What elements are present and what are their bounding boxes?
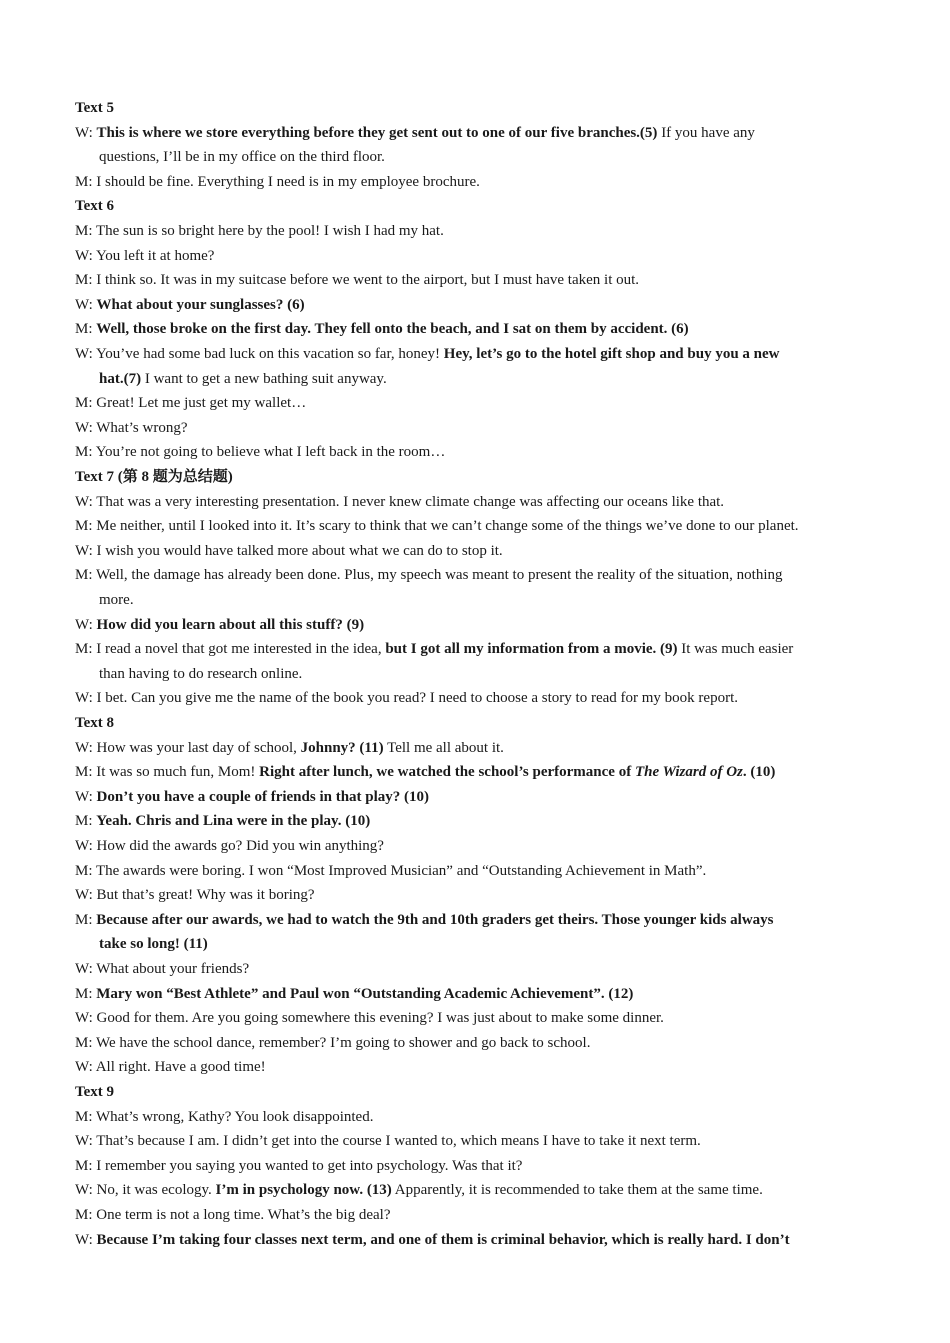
dialogue-continuation [99, 367, 880, 392]
dialogue-line [75, 1178, 880, 1203]
dialogue-line [75, 859, 880, 884]
bold-text: Hey, let’s go to the hotel gift shop and buy you a new [443, 346, 780, 362]
text: M: One term is not a long time. What’s the big deal? [75, 1207, 391, 1223]
dialogue-line [75, 785, 880, 810]
bold-text: Mary won “Best Athlete” and Paul won “Outstanding Academic Achievement”. (12) [96, 985, 634, 1002]
text: It was much easier [677, 641, 794, 658]
dialogue-line [75, 809, 880, 834]
bold-text: Because I’m taking four classes next term, and one of them is criminal behavior, which is really hard. I don’t [96, 1231, 790, 1248]
dialogue-continuation [99, 932, 880, 957]
dialogue-line [75, 908, 880, 933]
text: M: I should be fine. Everything I need is in my employee brochure. [75, 173, 480, 190]
text: W: How was your last day of school, [75, 739, 301, 756]
dialogue-line [75, 1129, 880, 1154]
text: M: The sun is so bright here by the pool! I wish I had my hat. [75, 223, 444, 239]
text: W: I bet. Can you give me the name of the book you read? I need to choose a story to read for my book report. [75, 690, 738, 707]
text: W: How did the awards go? Did you win anything? [75, 838, 384, 854]
text: W: [75, 124, 97, 141]
section-heading [75, 711, 880, 736]
text: W: That was a very interesting presentation. I never knew climate change was affecting our oceans like that. [75, 493, 725, 510]
dialogue-line [75, 1154, 880, 1179]
bold-text: Johnny? (11) [300, 739, 384, 756]
bold-text: Right after lunch, we watched the school’s performance of [259, 764, 635, 781]
dialogue-line [75, 268, 880, 293]
dialogue-line [75, 834, 880, 859]
section-heading [75, 465, 880, 490]
text: W: What about your friends? [75, 961, 250, 977]
text: W: [75, 296, 97, 313]
dialogue-line [75, 563, 880, 588]
dialogue-line [75, 121, 880, 146]
text: M: It was so much fun, Mom! [75, 764, 260, 781]
dialogue-line [75, 342, 880, 367]
bold-text: What about your sunglasses? (6) [96, 296, 305, 313]
dialogue-line [75, 293, 880, 318]
text: M: [75, 321, 97, 338]
text: M: [75, 985, 97, 1002]
text: If you have any [657, 124, 755, 141]
dialogue-line [75, 244, 880, 269]
dialogue-line [75, 1228, 880, 1253]
dialogue-line [75, 637, 880, 662]
bold-text: but I got all my information from a movie. (9) [385, 641, 678, 658]
text: Tell me all about it. [383, 739, 504, 756]
dialogue-line [75, 686, 880, 711]
text: M: I remember you saying you wanted to get into psychology. Was that it? [75, 1157, 523, 1174]
dialogue-line [75, 760, 880, 785]
bold-text: hat.(7) [99, 370, 142, 387]
dialogue-line [75, 440, 880, 465]
dialogue-continuation [99, 662, 880, 687]
bold-text: Text 7 (第 8 题为总结题) [75, 469, 233, 485]
bold-text: . (10) [742, 764, 776, 781]
text: W: I wish you would have talked more about what we can do to stop it. [75, 542, 503, 559]
section-heading [75, 96, 880, 121]
bold-text: How did you learn about all this stuff? (9) [96, 616, 365, 633]
text: W: [75, 788, 97, 805]
dialogue-line [75, 490, 880, 515]
dialogue-line [75, 736, 880, 761]
text: W: That’s because I am. I didn’t get into the course I wanted to, which means I have to take it next term. [75, 1133, 701, 1150]
dialogue-line [75, 1203, 880, 1228]
dialogue-line [75, 514, 880, 539]
text: W: What’s wrong? [75, 419, 188, 436]
text: W: You left it at home? [75, 247, 215, 264]
text: M: What’s wrong, Kathy? You look disappointed. [75, 1108, 374, 1125]
dialogue-line [75, 1055, 880, 1080]
dialogue-line [75, 170, 880, 195]
text: M: Well, the damage has already been done. Plus, my speech was meant to present the reality of the situation, nothing [75, 567, 783, 584]
dialogue-line [75, 613, 880, 638]
text: M: Me neither, until I looked into it. It’s scary to think that we can’t change some of the things we’ve done to our planet. [75, 518, 799, 535]
dialogue-line [75, 1031, 880, 1056]
dialogue-continuation [99, 588, 880, 613]
text: I want to get a new bathing suit anyway. [141, 370, 387, 387]
dialogue-continuation [99, 145, 880, 170]
bold-text: take so long! (11) [99, 936, 208, 953]
dialogue-line [75, 317, 880, 342]
bold-text: Because after our awards, we had to watch the 9th and 10th graders get theirs. Those younger kids always [96, 911, 774, 928]
bold-text: Text 6 [75, 198, 115, 215]
bold-text: Well, those broke on the first day. They fell onto the beach, and I sat on them by accident. (6) [96, 321, 689, 338]
bold-text: Yeah. Chris and Lina were in the play. (10) [96, 813, 371, 830]
text: questions, I’ll be in my office on the third floor. [99, 149, 385, 166]
text: M: I read a novel that got me interested in the idea, [75, 641, 386, 658]
section-heading [75, 194, 880, 219]
text: W: No, it was ecology. [75, 1182, 216, 1199]
dialogue-line [75, 539, 880, 564]
text: W: Good for them. Are you going somewhere this evening? I was just about to make some dinner. [75, 1010, 664, 1027]
dialogue-line [75, 1105, 880, 1130]
text: W: But that’s great! Why was it boring? [75, 887, 315, 904]
text: M: We have the school dance, remember? I’m going to shower and go back to school. [75, 1034, 591, 1051]
bold-text: Text 9 [75, 1084, 115, 1100]
text: than having to do research online. [99, 665, 303, 682]
bold-text: Text 8 [75, 715, 115, 731]
text: M: Great! Let me just get my wallet… [75, 395, 307, 412]
text: W: You’ve had some bad luck on this vacation so far, honey! [75, 346, 444, 362]
bold-text: The Wizard of Oz [634, 764, 743, 781]
dialogue-line [75, 391, 880, 416]
dialogue-line [75, 416, 880, 441]
bold-text: This is where we store everything before they get sent out to one of our five branches.(5) [96, 124, 658, 141]
text: M: [75, 813, 97, 830]
dialogue-line [75, 982, 880, 1007]
section-heading [75, 1080, 880, 1105]
text: W: All right. Have a good time! [75, 1059, 266, 1076]
text: M: You’re not going to believe what I left back in the room… [75, 444, 446, 461]
text: M: [75, 911, 97, 928]
text: W: [75, 1231, 97, 1248]
dialogue-line [75, 1006, 880, 1031]
text: more. [99, 592, 134, 608]
dialogue-line [75, 883, 880, 908]
bold-text: Don’t you have a couple of friends in that play? (10) [96, 788, 430, 805]
text: M: I think so. It was in my suitcase before we went to the airport, but I must have taken it out. [75, 272, 640, 289]
text: M: The awards were boring. I won “Most Improved Musician” and “Outstanding Achievement in Math”. [75, 862, 707, 879]
text: Apparently, it is recommended to take them at the same time. [391, 1182, 763, 1199]
text: W: [75, 616, 97, 633]
dialogue-line [75, 219, 880, 244]
bold-text: Text 5 [75, 100, 115, 116]
dialogue-line [75, 957, 880, 982]
bold-text: I’m in psychology now. (13) [215, 1182, 392, 1199]
